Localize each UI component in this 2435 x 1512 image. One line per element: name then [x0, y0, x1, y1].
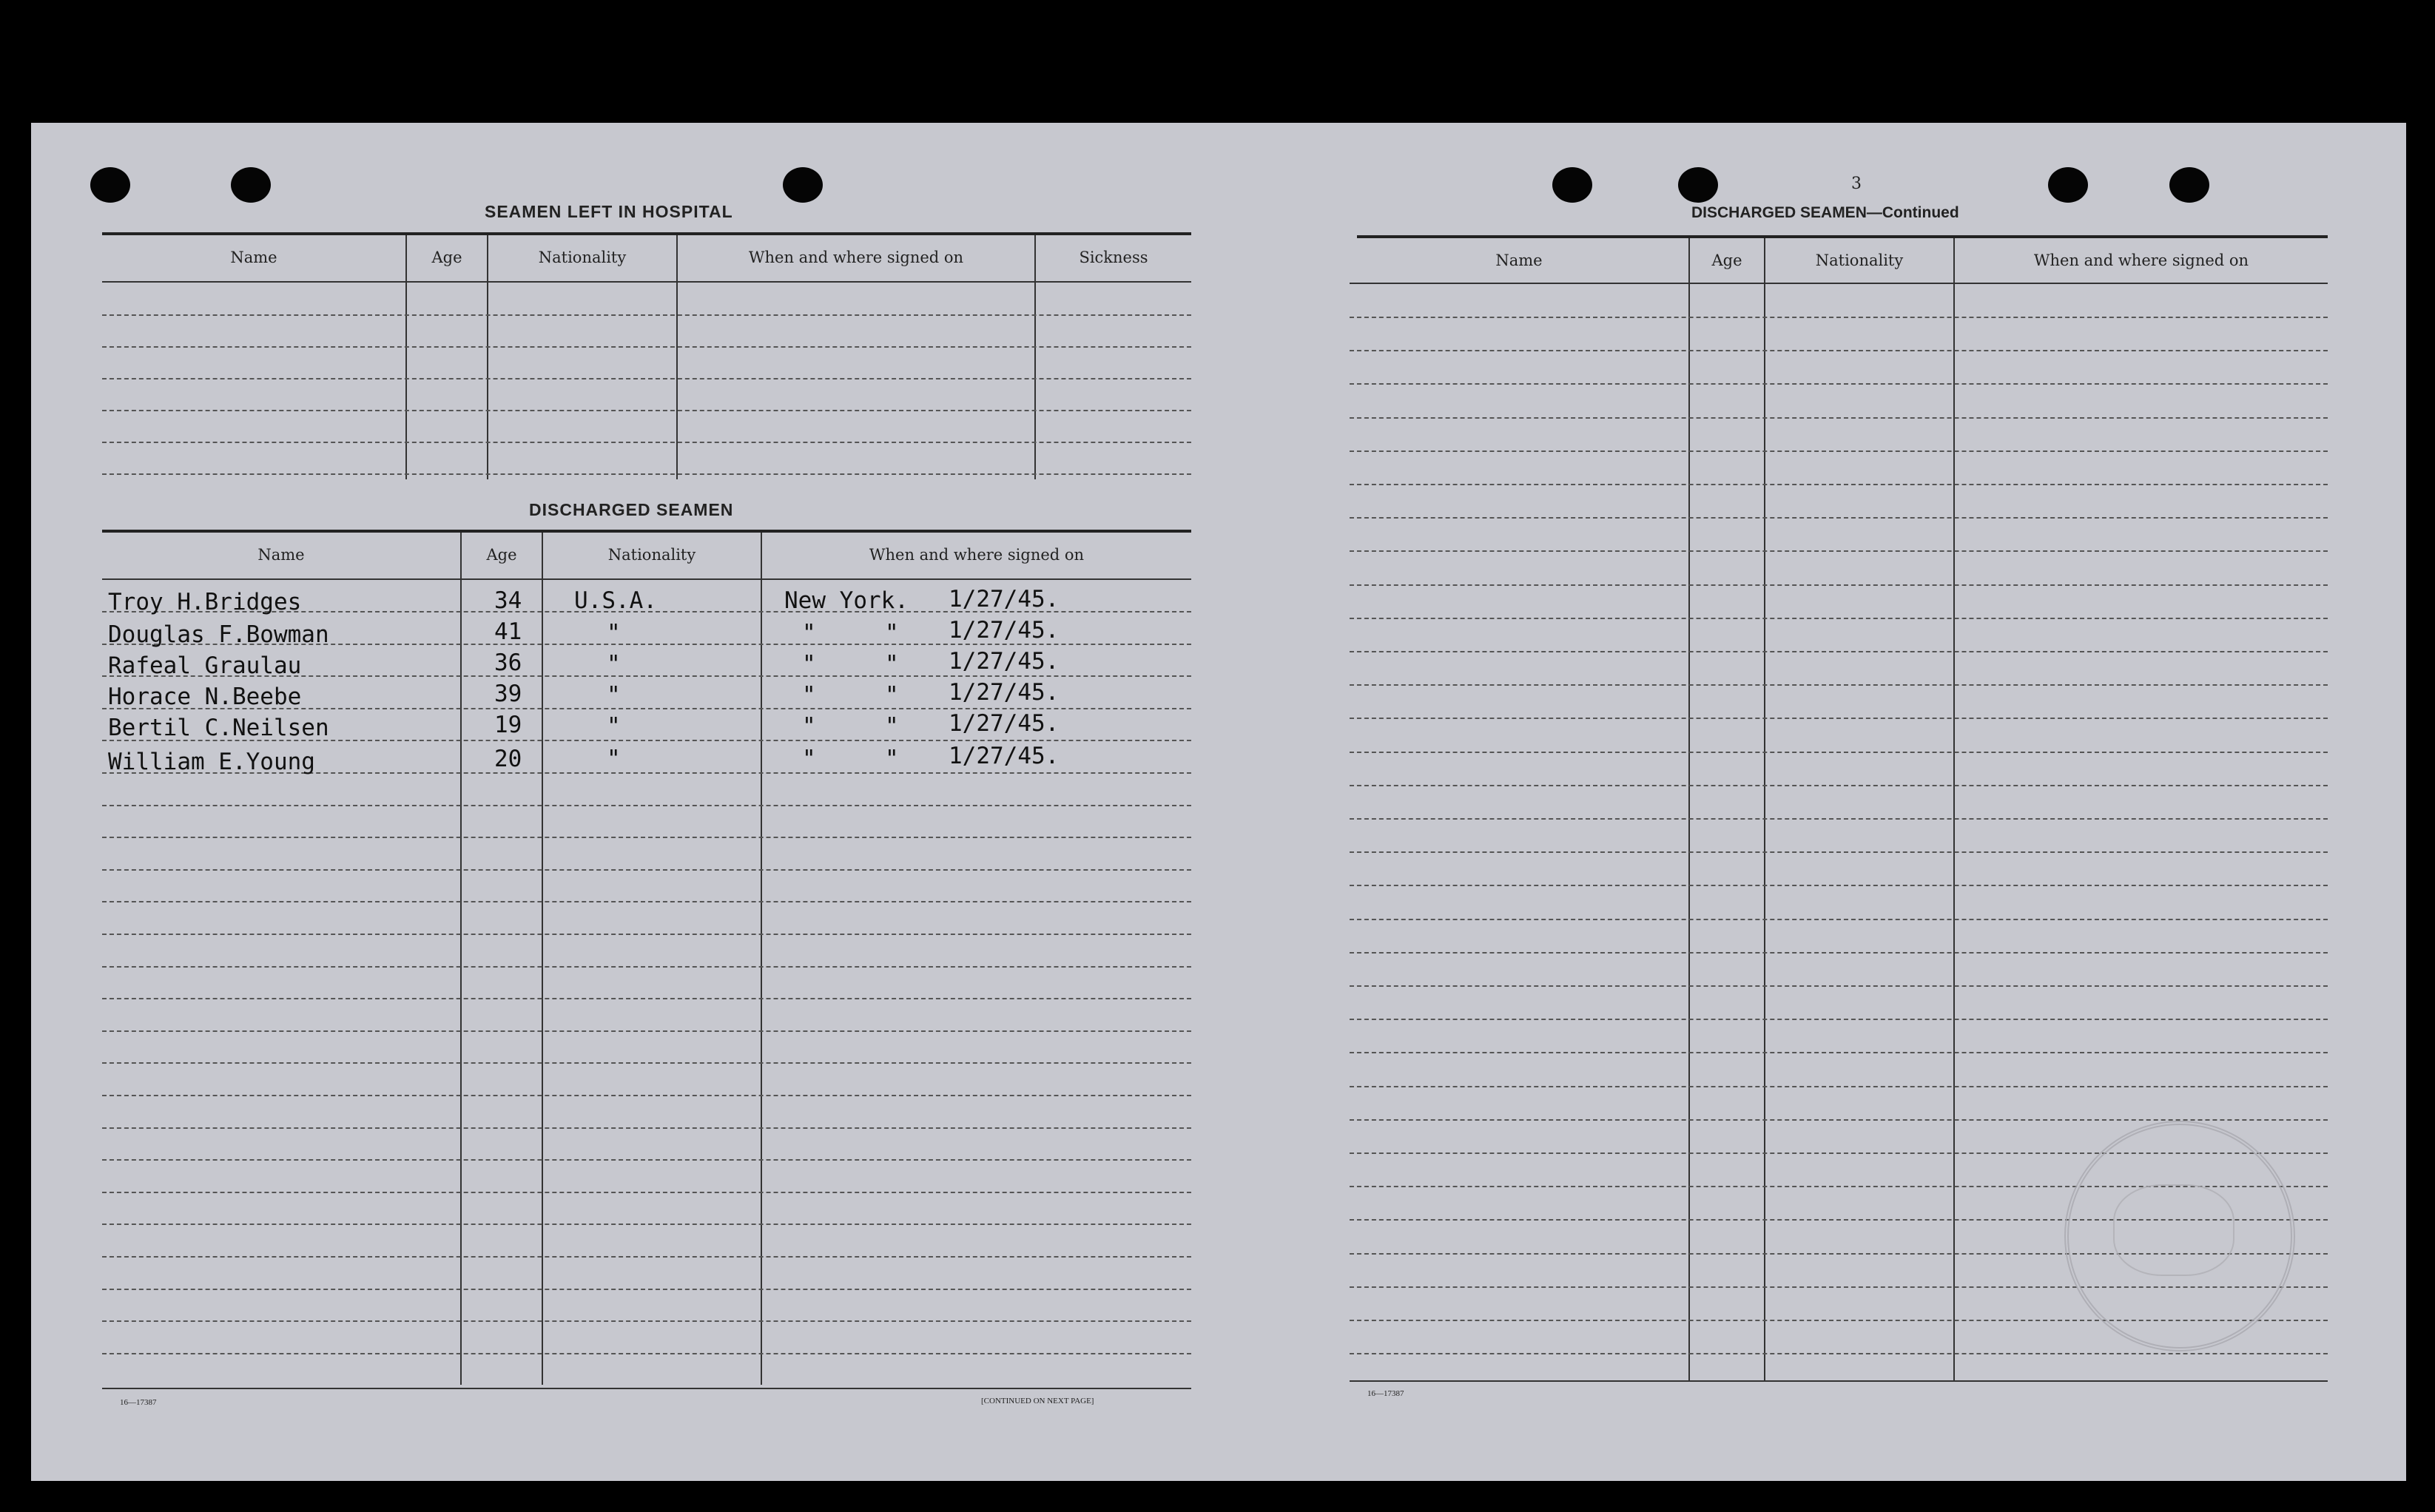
rule [102, 1388, 1191, 1389]
form-line [102, 378, 1191, 379]
punch-hole [2169, 167, 2209, 203]
form-line [102, 1192, 1191, 1193]
form-line [1350, 584, 2328, 586]
form-line [102, 1127, 1191, 1129]
stamp-inner [2113, 1184, 2234, 1276]
right-title-main: DISCHARGED SEAMEN [1691, 204, 1867, 221]
signed-on-place: " " [802, 651, 899, 678]
form-line [1350, 885, 2328, 886]
rule [1350, 1380, 2328, 1382]
form-line [1350, 1019, 2328, 1020]
form-line [102, 869, 1191, 871]
discharged-section-title: DISCHARGED SEAMEN [529, 500, 734, 519]
form-line [1350, 684, 2328, 686]
discharged-col-name: Name [257, 546, 305, 564]
hospital-col-sickness: Sickness [1079, 249, 1148, 266]
col-divider [1953, 238, 1955, 1380]
signed-on-place: New York. [784, 587, 909, 614]
signed-on-date: 1/27/45. [949, 648, 1060, 675]
seaman-age: 36 [494, 649, 522, 676]
seaman-age: 39 [494, 681, 522, 707]
hospital-col-name: Name [230, 249, 277, 266]
form-line [1350, 317, 2328, 318]
punch-hole [231, 167, 271, 203]
punch-hole [783, 167, 823, 203]
form-line [1350, 450, 2328, 452]
seaman-nationality: " [607, 620, 621, 647]
form-line [102, 805, 1191, 806]
seaman-nationality: " [607, 651, 621, 678]
right-title-suffix: —Continued [1866, 204, 1959, 221]
right-section-title [1691, 204, 1959, 222]
signed-on-date: 1/27/45. [949, 586, 1060, 612]
form-line [102, 1320, 1191, 1322]
punch-hole [1552, 167, 1592, 203]
form-line [1350, 718, 2328, 719]
seaman-name: Troy H.Bridges [108, 589, 302, 615]
form-line [102, 901, 1191, 902]
form-line [102, 837, 1191, 838]
rule [102, 578, 1191, 580]
form-line [1350, 919, 2328, 920]
form-line [1350, 752, 2328, 753]
col-divider [1688, 238, 1690, 1380]
seaman-name: William E.Young [108, 749, 315, 775]
seaman-name: Rafeal Graulau [108, 652, 302, 679]
right-col-nationality: Nationality [1815, 252, 1904, 269]
signed-on-place: " " [802, 682, 899, 709]
form-line [1350, 550, 2328, 552]
seaman-name: Horace N.Beebe [108, 684, 302, 710]
form-line [1350, 1086, 2328, 1087]
discharged-col-signed-on: When and where signed on [869, 546, 1085, 564]
seaman-nationality: " [607, 682, 621, 709]
form-line [102, 998, 1191, 999]
form-line [102, 1289, 1191, 1290]
form-line [102, 1095, 1191, 1096]
seaman-name: Douglas F.Bowman [108, 621, 329, 648]
form-line [102, 346, 1191, 348]
signed-on-date: 1/27/45. [949, 679, 1060, 706]
form-line [1350, 618, 2328, 619]
rule [102, 281, 1191, 283]
form-line [102, 1062, 1191, 1064]
seaman-age: 19 [494, 712, 522, 738]
right-col-name: Name [1495, 252, 1543, 269]
seaman-age: 41 [494, 618, 522, 645]
seaman-name: Bertil C.Neilsen [108, 715, 329, 741]
rule [102, 530, 1191, 533]
signed-on-date: 1/27/45. [949, 710, 1060, 737]
form-number: 16—17387 [120, 1398, 157, 1407]
hospital-col-age: Age [431, 249, 462, 266]
signed-on-place: " " [802, 746, 899, 772]
form-line [1350, 350, 2328, 351]
col-divider [1764, 238, 1765, 1380]
discharged-col-nationality: Nationality [607, 546, 696, 564]
document-sheet [31, 123, 2406, 1481]
form-line [1350, 851, 2328, 853]
form-line [102, 1256, 1191, 1258]
form-line [102, 934, 1191, 935]
signed-on-date: 1/27/45. [949, 617, 1060, 644]
form-line [1350, 785, 2328, 786]
form-line [102, 1353, 1191, 1354]
form-line [102, 1159, 1191, 1161]
continued-note: [CONTINUED ON NEXT PAGE] [981, 1397, 1094, 1405]
faded-stamp [2064, 1121, 2295, 1351]
rule [102, 232, 1191, 235]
form-line [1350, 818, 2328, 820]
form-line [102, 442, 1191, 443]
form-line [1350, 417, 2328, 419]
punch-hole [2048, 167, 2088, 203]
form-line [1350, 517, 2328, 519]
form-line [1350, 484, 2328, 485]
rule [1350, 283, 2328, 284]
seaman-nationality: " [607, 746, 621, 772]
right-col-signed-on: When and where signed on [2033, 252, 2249, 269]
form-number: 16—17387 [1367, 1389, 1404, 1398]
form-line [1350, 1353, 2328, 1354]
form-line [102, 1224, 1191, 1225]
form-line [1350, 952, 2328, 954]
punch-hole [90, 167, 130, 203]
form-line [102, 473, 1191, 475]
signed-on-date: 1/27/45. [949, 743, 1060, 769]
hospital-col-nationality: Nationality [538, 249, 627, 266]
seaman-nationality: U.S.A. [574, 587, 657, 614]
form-line [1350, 651, 2328, 652]
form-line [1350, 985, 2328, 987]
seaman-age: 34 [494, 587, 522, 614]
hospital-col-signed-on: When and where signed on [748, 249, 964, 266]
signed-on-place: " " [802, 713, 899, 740]
form-line [102, 410, 1191, 411]
signed-on-place: " " [802, 620, 899, 647]
form-line [102, 314, 1191, 316]
right-col-age: Age [1711, 252, 1742, 269]
punch-hole [1678, 167, 1718, 203]
rule [1357, 235, 2328, 238]
seaman-age: 20 [494, 746, 522, 772]
page-number: 3 [1851, 175, 1862, 193]
form-line [102, 966, 1191, 968]
form-line [102, 1030, 1191, 1032]
form-line [1350, 1052, 2328, 1053]
form-line [1350, 383, 2328, 385]
seaman-nationality: " [607, 713, 621, 740]
discharged-col-age: Age [486, 546, 517, 564]
hospital-section-title: SEAMEN LEFT IN HOSPITAL [485, 202, 733, 221]
